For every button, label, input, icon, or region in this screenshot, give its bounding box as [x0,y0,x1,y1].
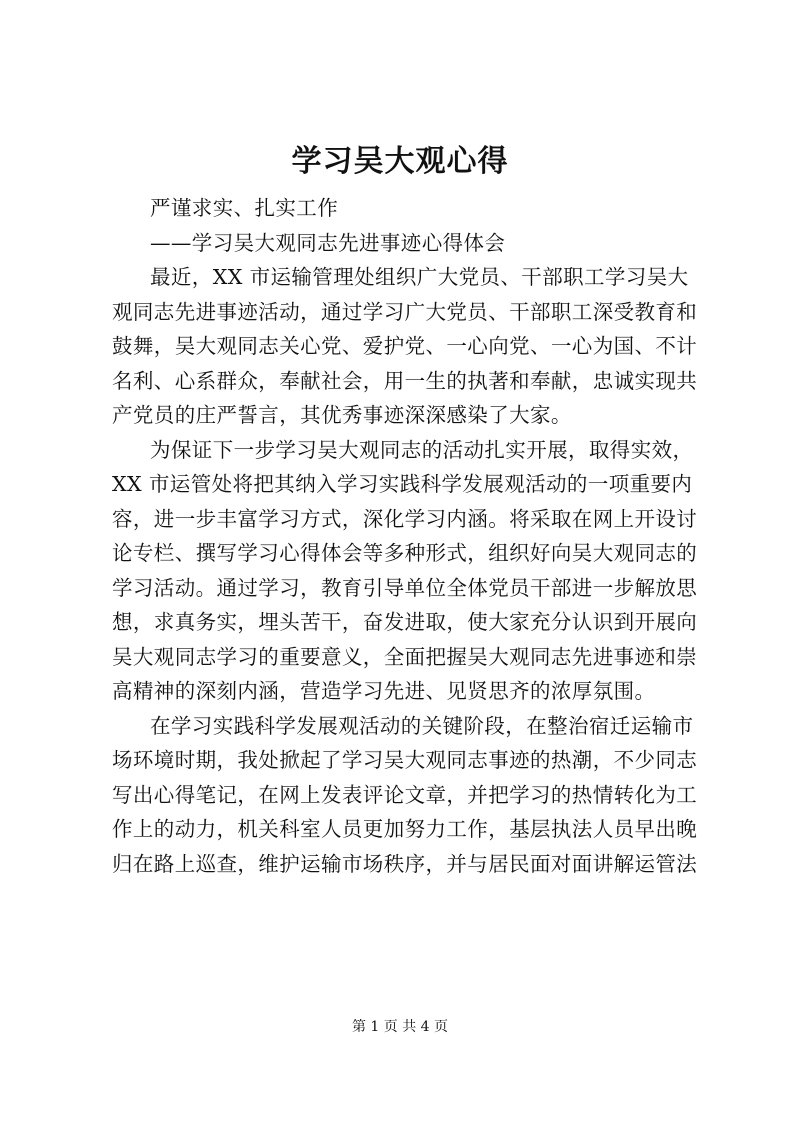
paragraph-line: 容，进一步丰富学习方式，深化学习内涵。将采取在网上开设讨 [112,506,698,531]
paragraph-line: 名利、心系群众，奉献社会，用一生的执著和奉献，忠诚实现共 [112,368,698,393]
paragraph-line: 归在路上巡查，维护运输市场秩序，并与居民面对面讲解运管法 [112,851,698,876]
document-title: 学习吴大观心得 [291,144,509,179]
paragraph-line: 吴大观同志学习的重要意义，全面把握吴大观同志先进事迹和崇 [112,644,698,669]
paragraph-line: 鼓舞，吴大观同志关心党、爱护党、一心向党、一心为国、不计 [112,334,698,358]
paragraph-line: 为保证下一步学习吴大观同志的活动扎实开展，取得实效， [150,437,694,462]
paragraph-line: XX 市运管处将把其纳入学习实践科学发展观活动的一项重要内 [112,472,693,496]
document-body [112,191,698,881]
paragraph-line: 想，求真务实，埋头苦干，奋发进取，使大家充分认识到开展向 [112,610,698,634]
paragraph-line: 高精神的深刻内涵，营造学习先进、见贤思齐的浓厚氛围。 [112,679,656,703]
paragraph-line: 作上的动力，机关科室人员更加努力工作，基层执法人员早出晚 [112,817,698,841]
subtitle-line: 严谨求实、扎实工作 [150,196,339,220]
paragraph-line: 写出心得笔记，在网上发表评论文章，并把学习的热情转化为工 [112,782,698,807]
paragraph-line: 最近，XX 市运输管理处组织广大党员、干部职工学习吴大 [150,265,689,289]
paragraph-line: 观同志先进事迹活动，通过学习广大党员、干部职工深受教育和 [112,299,698,324]
paragraph-line: 学习活动。通过学习，教育引导单位全体党员干部进一步解放思 [112,575,698,600]
paragraph-line: 论专栏、撰写学习心得体会等多种形式，组织好向吴大观同志的 [112,541,698,565]
paragraph-line: 产党员的庄严誓言，其优秀事迹深深感染了大家。 [112,403,572,427]
page-number: 第 1 页 共 4 页 [351,1019,449,1035]
paragraph-line: 在学习实践科学发展观活动的关键阶段，在整治宿迁运输市 [150,713,694,738]
paragraph-line: 场环境时期，我处掀起了学习吴大观同志事迹的热潮，不少同志 [112,748,698,772]
subtitle-line: ——学习吴大观同志先进事迹心得体会 [150,230,506,255]
